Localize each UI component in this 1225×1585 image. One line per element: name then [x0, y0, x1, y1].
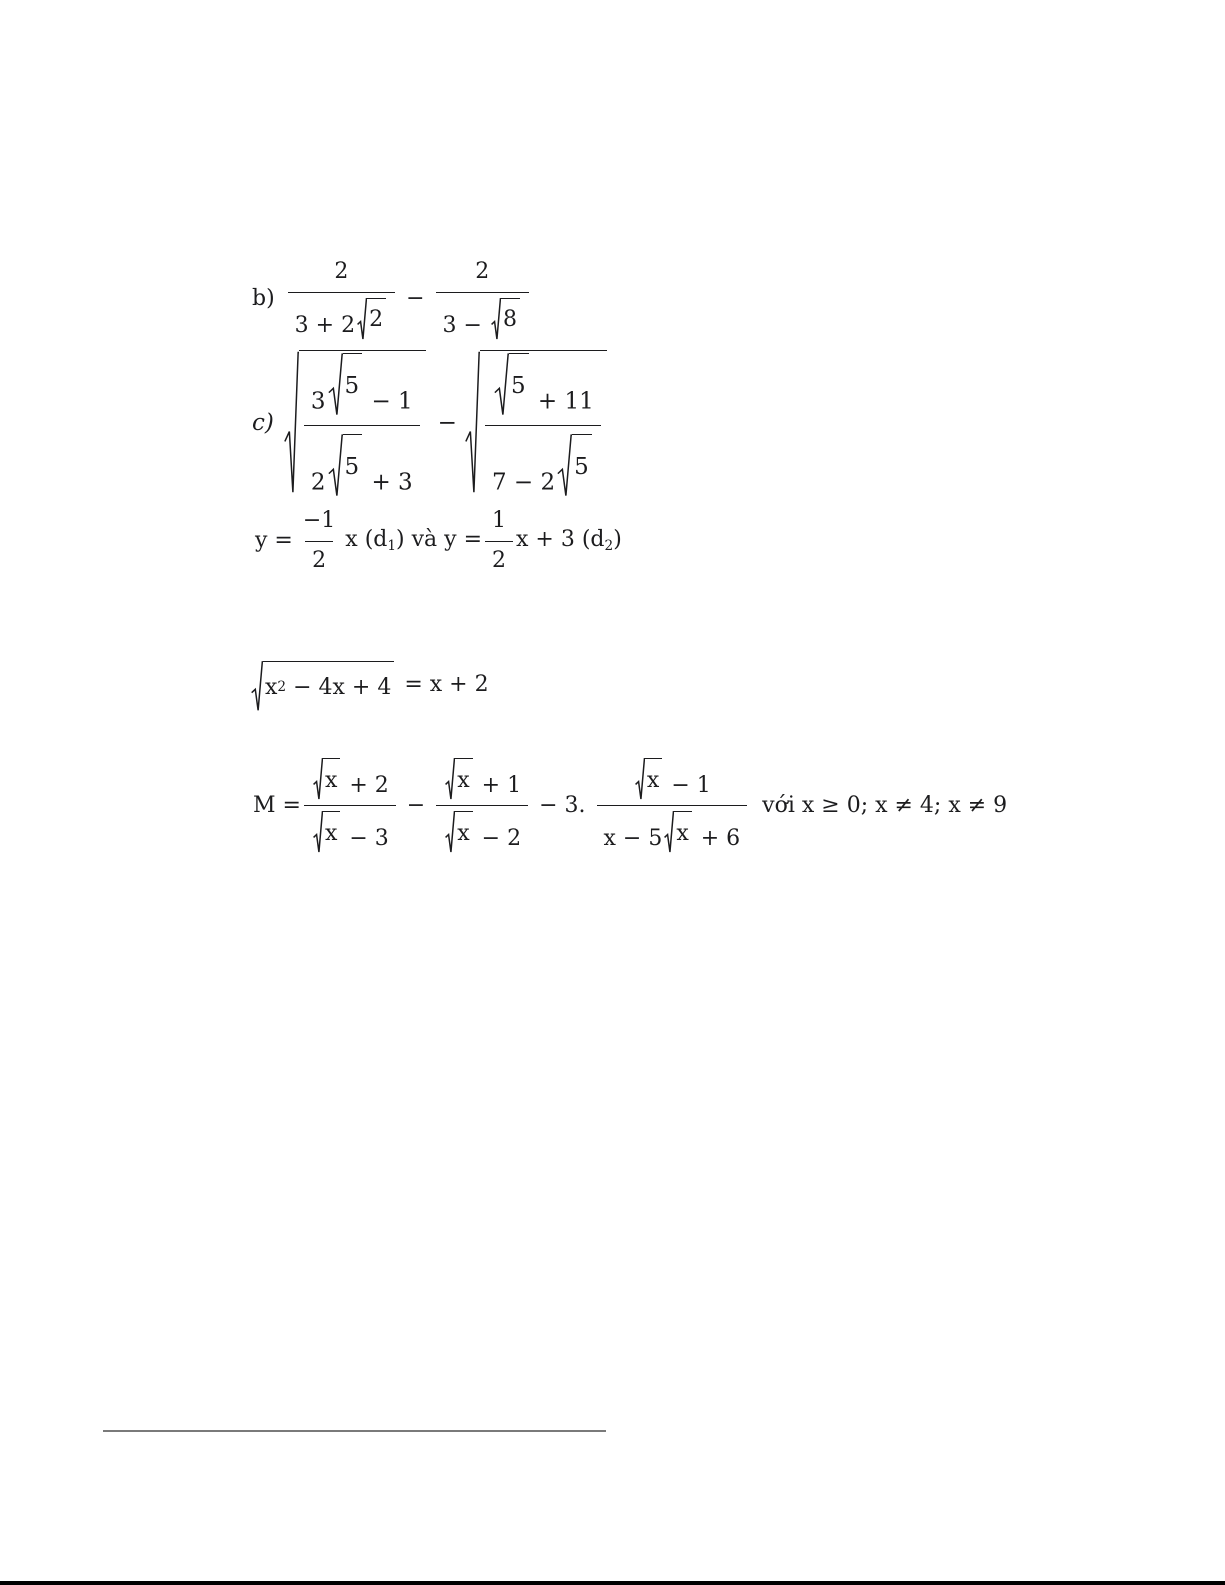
radical-sign: [284, 350, 299, 498]
fraction: [288, 258, 395, 340]
denominator-text: − 3: [342, 826, 389, 852]
fraction: [597, 758, 748, 854]
radicand: x: [455, 811, 472, 854]
radical-sign: [635, 758, 645, 801]
radicand: x: [323, 811, 340, 854]
sqrt-expression: [357, 298, 386, 341]
fraction: [296, 507, 342, 575]
denominator: 2: [485, 541, 513, 576]
sqrt-expression: [313, 758, 340, 801]
sqrt-expression: [664, 811, 691, 854]
radical-sign: [494, 353, 509, 417]
radical-sign: [357, 298, 367, 341]
domain-condition: với x ≥ 0; x ≠ 4; x ≠ 9: [762, 792, 1008, 818]
minus-operator: −: [406, 285, 425, 311]
minus-times-operator: − 3.: [539, 792, 586, 818]
denominator: [436, 805, 528, 853]
numerator-text: + 1: [474, 772, 522, 798]
numerator: −1: [302, 507, 336, 533]
fraction: [304, 758, 396, 854]
radicand: 5: [343, 353, 363, 417]
denominator-text: 3 + 2: [294, 312, 356, 338]
radicand-text: − 4x + 4: [286, 674, 392, 700]
numerator: [626, 758, 718, 805]
equation-text: [516, 526, 622, 556]
footnote-divider: [103, 1430, 606, 1432]
numerator-text: 3: [310, 388, 326, 415]
radicand: x: [645, 758, 662, 801]
radical-sign: [251, 661, 263, 712]
fraction: [436, 258, 529, 340]
sqrt-expression: [465, 350, 607, 498]
radicand: 2: [367, 298, 386, 341]
equation-text-part: ) và y =: [396, 527, 483, 553]
radical-sign: [445, 758, 455, 801]
fraction: [485, 353, 601, 498]
numerator: [436, 758, 528, 805]
radicand: 5: [572, 434, 592, 498]
sqrt-expression: [491, 298, 520, 341]
numerator-text: − 1: [664, 772, 711, 798]
fraction: [436, 758, 528, 854]
item-label-b: b): [252, 285, 275, 311]
radicand: 5: [343, 434, 363, 498]
sqrt-expression: [328, 353, 363, 417]
denominator: [485, 425, 601, 498]
equation-text-part: x + 3 (d: [516, 527, 605, 553]
radicand: x: [455, 758, 472, 801]
subscript: 2: [604, 538, 614, 555]
equation-text-part: x (d: [345, 527, 388, 553]
denominator-text: + 6: [693, 826, 741, 852]
denominator: 2: [305, 541, 333, 576]
equation-lhs: y =: [255, 527, 293, 553]
sqrt-expression: [557, 434, 592, 498]
numerator: [485, 353, 601, 425]
sqrt-expression: [635, 758, 662, 801]
radicand: x: [323, 758, 340, 801]
numerator: [304, 758, 396, 805]
sqrt-expression: [313, 811, 340, 854]
radical-sign: [465, 350, 480, 498]
page-bottom-border: [0, 1581, 1225, 1585]
radical-sign: [328, 434, 343, 498]
formula-linear-functions: [255, 506, 622, 576]
fraction: [485, 507, 513, 575]
formula-radical-equation: [249, 661, 489, 709]
equation-text-part: ): [613, 527, 622, 553]
sqrt-expression: [251, 661, 394, 712]
sqrt-expression: [445, 811, 472, 854]
denominator-text: 7 − 2: [491, 469, 556, 496]
numerator-text: − 1: [364, 388, 413, 415]
radical-sign: [664, 811, 674, 854]
radicand: [299, 350, 426, 498]
sqrt-expression: [328, 434, 363, 498]
numerator: 1: [492, 507, 507, 533]
radical-sign: [491, 298, 501, 341]
radicand: x: [674, 811, 691, 854]
minus-operator: −: [406, 792, 426, 818]
equation-rhs: = x + 2: [404, 671, 489, 697]
formula-m-expression: [253, 758, 1007, 854]
denominator: [304, 805, 396, 853]
equation-text: [345, 526, 482, 556]
radicand: [480, 350, 607, 498]
denominator: [288, 292, 395, 340]
radicand: [263, 661, 394, 712]
radical-sign: [557, 434, 572, 498]
radicand: 5: [509, 353, 529, 417]
minus-operator: −: [437, 410, 457, 437]
formula-b: [252, 258, 532, 340]
sqrt-expression: [284, 350, 426, 498]
numerator-text: + 11: [530, 388, 594, 415]
numerator: 2: [334, 259, 349, 284]
numerator: 2: [475, 259, 490, 284]
radical-sign: [313, 758, 323, 801]
denominator-text: 2: [310, 469, 326, 496]
numerator-text: + 2: [342, 772, 389, 798]
fraction: [304, 353, 420, 498]
denominator: [304, 425, 420, 498]
equation-lhs: M =: [253, 792, 301, 818]
item-label-c: c): [252, 410, 274, 437]
denominator: [436, 292, 529, 340]
sqrt-expression: [494, 353, 529, 417]
radicand-text: x: [265, 674, 278, 700]
radicand: 8: [501, 298, 520, 341]
radical-sign: [313, 811, 323, 854]
radical-sign: [328, 353, 343, 417]
denominator-text: + 3: [364, 469, 413, 496]
denominator-text: − 2: [474, 826, 522, 852]
numerator: [304, 353, 420, 425]
formula-c: [252, 350, 611, 498]
denominator-text: 3 −: [442, 312, 489, 338]
denominator: [597, 805, 748, 853]
superscript: 2: [277, 679, 287, 696]
denominator-text: x − 5: [603, 826, 663, 852]
subscript: 1: [387, 538, 397, 555]
sqrt-expression: [445, 758, 472, 801]
radical-sign: [445, 811, 455, 854]
